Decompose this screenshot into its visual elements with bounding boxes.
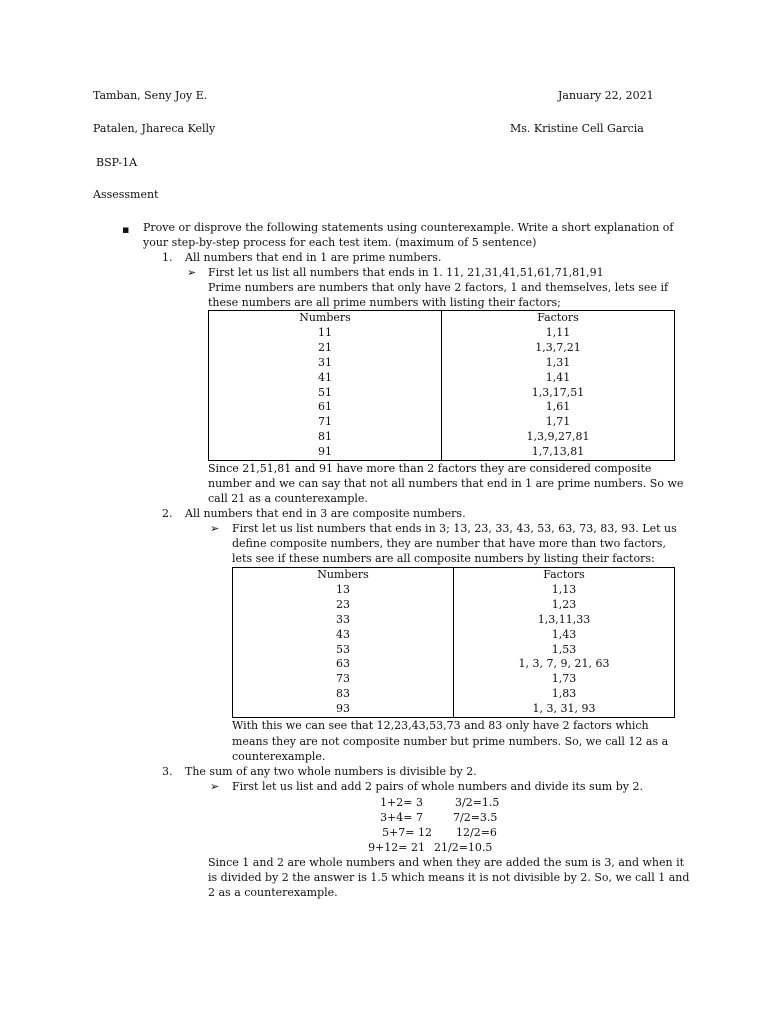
number-cell: 83 [233, 687, 454, 702]
item-1-number: 1. [162, 251, 173, 264]
table-row [233, 583, 675, 598]
item-2-step-line-3: lets see if these numbers are all composite numbers by listing their factors: [232, 552, 655, 565]
table-row [233, 643, 675, 658]
item-2-conclusion-line-2: means they are not composite number but prime numbers. So, we call 12 as a [232, 735, 669, 748]
instructions-line-1: Prove or disprove the following statements using counterexample. Write a short explanation of [143, 221, 674, 234]
number-cell: 21 [209, 341, 442, 356]
table-header-row [233, 568, 675, 583]
number-cell: 11 [209, 326, 442, 341]
factors-cell: 1,43 [454, 628, 675, 643]
instructions-line-2: your step-by-step process for each test item. (maximum of 5 sentence) [143, 236, 537, 249]
factors-cell: 1,3,7,21 [442, 341, 675, 356]
factors-cell: 1,41 [442, 371, 675, 386]
item-1-conclusion-line-2: number and we can say that not all numbers that end in 1 are prime numbers. So we [208, 477, 684, 490]
number-cell: 63 [233, 657, 454, 672]
item-3-conclusion-line-3: 2 as a counterexample. [208, 886, 338, 899]
item-2-conclusion-line-3: counterexample. [232, 750, 326, 763]
sum-row-1-division: 3/2=1.5 [455, 796, 500, 809]
sum-row-4-addition: 9+12= 21 [368, 841, 425, 854]
sum-row-4-division: 21/2=10.5 [434, 841, 493, 854]
item-2-number: 2. [162, 507, 173, 520]
student-name-2: Patalen, Jhareca Kelly [93, 122, 216, 135]
section: BSP-1A [96, 156, 138, 169]
table-row [209, 356, 675, 371]
table-row [233, 613, 675, 628]
table-row [233, 598, 675, 613]
table-row [233, 628, 675, 643]
number-cell: 93 [233, 702, 454, 717]
item-2-arrow-icon: ➢ [210, 522, 220, 535]
number-cell: 13 [233, 583, 454, 598]
sum-row-3-division: 12/2=6 [456, 826, 497, 839]
table-row [209, 415, 675, 430]
item-1-factors-table [208, 310, 675, 461]
table-header-factors: Factors [454, 568, 675, 583]
table-row [209, 326, 675, 341]
number-cell: 71 [209, 415, 442, 430]
table-row [209, 371, 675, 386]
item-3-statement: The sum of any two whole numbers is divisible by 2. [185, 765, 477, 778]
factors-cell: 1, 3, 7, 9, 21, 63 [454, 657, 675, 672]
factors-cell: 1,23 [454, 598, 675, 613]
number-cell: 51 [209, 386, 442, 401]
item-3-conclusion-line-2: is divided by 2 the answer is 1.5 which means it is not divisible by 2. So, we call 1 and [208, 871, 690, 884]
number-cell: 73 [233, 672, 454, 687]
teacher-name: Ms. Kristine Cell Garcia [510, 122, 644, 135]
student-name-1: Tamban, Seny Joy E. [93, 89, 208, 102]
table-header-row [209, 311, 675, 326]
item-3-conclusion-line-1: Since 1 and 2 are whole numbers and when they are added the sum is 3, and when it [208, 856, 685, 869]
item-1-arrow-icon: ➢ [187, 266, 197, 279]
item-1-step-line-3: these numbers are all prime numbers with listing their factors; [208, 296, 561, 309]
number-cell: 41 [209, 371, 442, 386]
factors-cell: 1,61 [442, 400, 675, 415]
item-1-conclusion-line-1: Since 21,51,81 and 91 have more than 2 factors they are considered composite [208, 462, 652, 475]
document-title: Assessment [93, 188, 159, 201]
item-1-step-line-1: First let us list all numbers that ends in 1. 11, 21,31,41,51,61,71,81,91 [208, 266, 604, 279]
number-cell: 23 [233, 598, 454, 613]
factors-cell: 1,13 [454, 583, 675, 598]
factors-cell: 1,11 [442, 326, 675, 341]
factors-cell: 1,31 [442, 356, 675, 371]
factors-cell: 1,3,17,51 [442, 386, 675, 401]
factors-cell: 1,73 [454, 672, 675, 687]
item-3-number: 3. [162, 765, 173, 778]
table-row [209, 430, 675, 445]
table-row [233, 657, 675, 672]
factors-cell: 1,53 [454, 643, 675, 658]
number-cell: 31 [209, 356, 442, 371]
table-row [209, 400, 675, 415]
factors-cell: 1, 3, 31, 93 [454, 702, 675, 717]
table-row [209, 386, 675, 401]
item-3-step-line-1: First let us list and add 2 pairs of whole numbers and divide its sum by 2. [232, 780, 643, 793]
table-header-numbers: Numbers [209, 311, 442, 326]
number-cell: 53 [233, 643, 454, 658]
table-row [209, 341, 675, 356]
sum-row-2-division: 7/2=3.5 [453, 811, 498, 824]
number-cell: 61 [209, 400, 442, 415]
sum-row-2-addition: 3+4= 7 [380, 811, 423, 824]
factors-cell: 1,3,9,27,81 [442, 430, 675, 445]
number-cell: 43 [233, 628, 454, 643]
table-row [233, 702, 675, 717]
item-3-arrow-icon: ➢ [210, 780, 220, 793]
table-row [233, 672, 675, 687]
number-cell: 91 [209, 445, 442, 460]
factors-cell: 1,71 [442, 415, 675, 430]
table-header-factors: Factors [442, 311, 675, 326]
item-2-step-line-1: First let us list numbers that ends in 3; 13, 23, 33, 43, 53, 63, 73, 83, 93. Let us [232, 522, 677, 535]
table-header-numbers: Numbers [233, 568, 454, 583]
item-1-step-line-2: Prime numbers are numbers that only have 2 factors, 1 and themselves, lets see if [208, 281, 669, 294]
table-row [209, 445, 675, 460]
factors-cell: 1,83 [454, 687, 675, 702]
number-cell: 33 [233, 613, 454, 628]
sum-row-3-addition: 5+7= 12 [382, 826, 432, 839]
item-2-factors-table [232, 567, 675, 718]
item-2-conclusion-line-1: With this we can see that 12,23,43,53,73 and 83 only have 2 factors which [232, 719, 649, 732]
bullet-marker: ▪ [122, 223, 130, 236]
item-2-step-line-2: define composite numbers, they are number that have more than two factors, [232, 537, 666, 550]
table-row [233, 687, 675, 702]
item-2-statement: All numbers that end in 3 are composite numbers. [185, 507, 466, 520]
sum-row-1-addition: 1+2= 3 [380, 796, 423, 809]
date: January 22, 2021 [558, 89, 654, 102]
item-1-conclusion-line-3: call 21 as a counterexample. [208, 492, 368, 505]
number-cell: 81 [209, 430, 442, 445]
factors-cell: 1,7,13,81 [442, 445, 675, 460]
item-1-statement: All numbers that end in 1 are prime numbers. [185, 251, 442, 264]
factors-cell: 1,3,11,33 [454, 613, 675, 628]
